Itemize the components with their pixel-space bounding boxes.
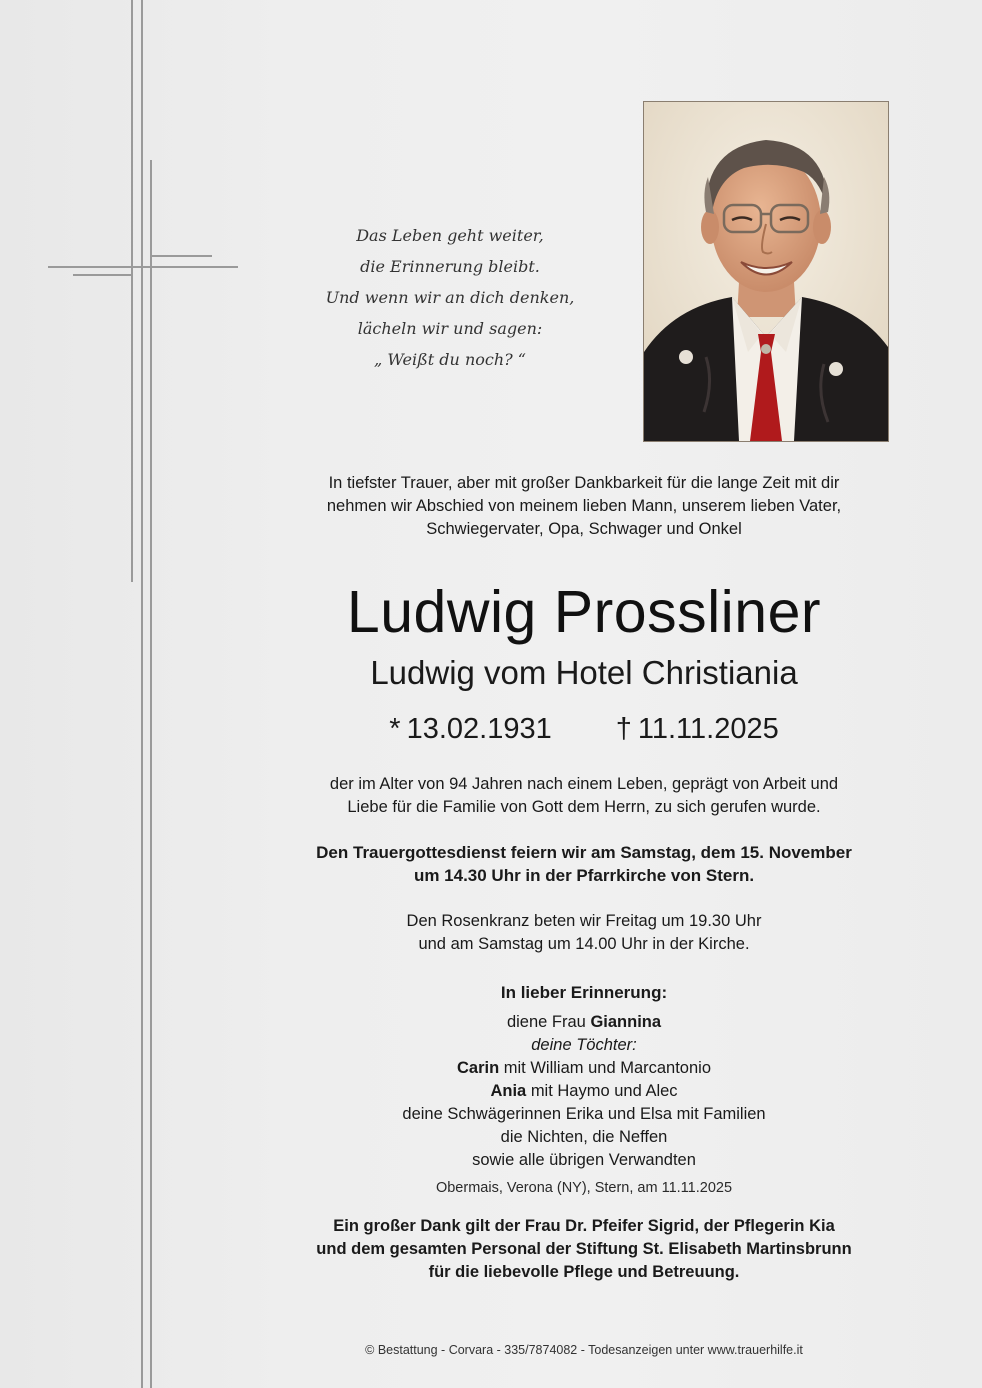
memory-title: In lieber Erinnerung: (500, 983, 668, 1002)
wife-prefix: diene Frau (506, 1013, 586, 1031)
daughter-2-family: mit Haymo und Alec (530, 1082, 678, 1100)
intro-line: In tiefster Trauer, aber mit großer Dankbarkeit für die lange Zeit mit dir (328, 474, 840, 492)
quote-line: die Erinnerung bleibt. (360, 257, 540, 276)
family-sisters-in-law: deine Schwägerinnen Erika und Elsa mit Familien (402, 1105, 766, 1123)
intro-line: nehmen wir Abschied von meinem lieben Mann, unserem lieben Vater, (326, 497, 842, 515)
family-daughter-2 (282, 1080, 886, 1103)
age-text (282, 773, 886, 819)
footer-credits: © Bestattung - Corvara - 335/7874082 - Todesanzeigen unter www.trauerhilfe.it (365, 1343, 803, 1357)
death-date-group (616, 709, 779, 749)
birth-star-icon: * (389, 713, 401, 745)
place-and-date: Obermais, Verona (NY), Stern, am 11.11.2025 (435, 1180, 733, 1196)
family-wife (282, 1011, 886, 1034)
cross-vertical-line-1 (131, 0, 133, 582)
death-cross-icon: † (615, 713, 632, 745)
daughter-1-family: mit William und Marcantonio (503, 1059, 711, 1077)
thanks-line: Ein großer Dank gilt der Frau Dr. Pfeifer Sigrid, der Pflegerin Kia (333, 1217, 835, 1235)
obituary-content (282, 470, 886, 1284)
family-nieces-nephews: die Nichten, die Neffen (500, 1128, 668, 1146)
memorial-quote (290, 220, 610, 375)
funeral-service-text (282, 841, 886, 887)
rosary-line: und am Samstag um 14.00 Uhr in der Kirche. (418, 935, 750, 953)
intro-line: Schwiegervater, Opa, Schwager und Onkel (426, 520, 742, 538)
thanks-line: und dem gesamten Personal der Stiftung St. Elisabeth Martinsbrunn (316, 1240, 852, 1258)
quote-line: lächeln wir und sagen: (357, 319, 543, 338)
cross-vertical-line-2 (141, 0, 143, 1388)
rosary-line: Den Rosenkranz beten wir Freitag um 19.30 Uhr (406, 912, 762, 930)
thanks-line: für die liebevolle Pflege und Betreuung. (428, 1263, 740, 1281)
quote-line: „ Weißt du noch? “ (374, 350, 526, 369)
daughter-2-name: Ania (490, 1082, 527, 1100)
birth-date-group (389, 709, 551, 749)
cross-horizontal-line-3 (73, 274, 133, 276)
intro-text (282, 472, 886, 541)
quote-line: Und wenn wir an dich denken, (325, 288, 575, 307)
deceased-name: Ludwig Prossliner (346, 579, 822, 645)
daughters-label: deine Töchter: (531, 1036, 637, 1054)
age-line: Liebe für die Familie von Gott dem Herrn, zu sich gerufen wurde. (347, 798, 821, 816)
cross-horizontal-line-1 (48, 266, 238, 268)
portrait-photo (643, 101, 889, 442)
family-list (282, 1011, 886, 1172)
cross-vertical-line-3 (150, 160, 152, 1388)
life-dates (282, 709, 886, 749)
family-relatives: sowie alle übrigen Verwandten (472, 1151, 696, 1169)
age-line: der im Alter von 94 Jahren nach einem Leben, geprägt von Arbeit und (329, 775, 839, 793)
quote-line: Das Leben geht weiter, (356, 226, 544, 245)
birth-date: 13.02.1931 (406, 713, 552, 745)
rosary-text (282, 910, 886, 956)
service-line: um 14.30 Uhr in der Pfarrkirche von Stern. (413, 866, 755, 885)
deceased-nickname: Ludwig vom Hotel Christiania (370, 654, 798, 691)
daughter-1-name: Carin (456, 1059, 500, 1077)
thanks-text (282, 1215, 886, 1284)
family-daughter-1 (282, 1057, 886, 1080)
portrait-illustration (644, 102, 888, 441)
service-line: Den Trauergottesdienst feiern wir am Samstag, dem 15. November (316, 843, 852, 862)
death-date: 11.11.2025 (637, 713, 779, 745)
cross-horizontal-line-2 (150, 255, 212, 257)
wife-name: Giannina (590, 1013, 662, 1031)
